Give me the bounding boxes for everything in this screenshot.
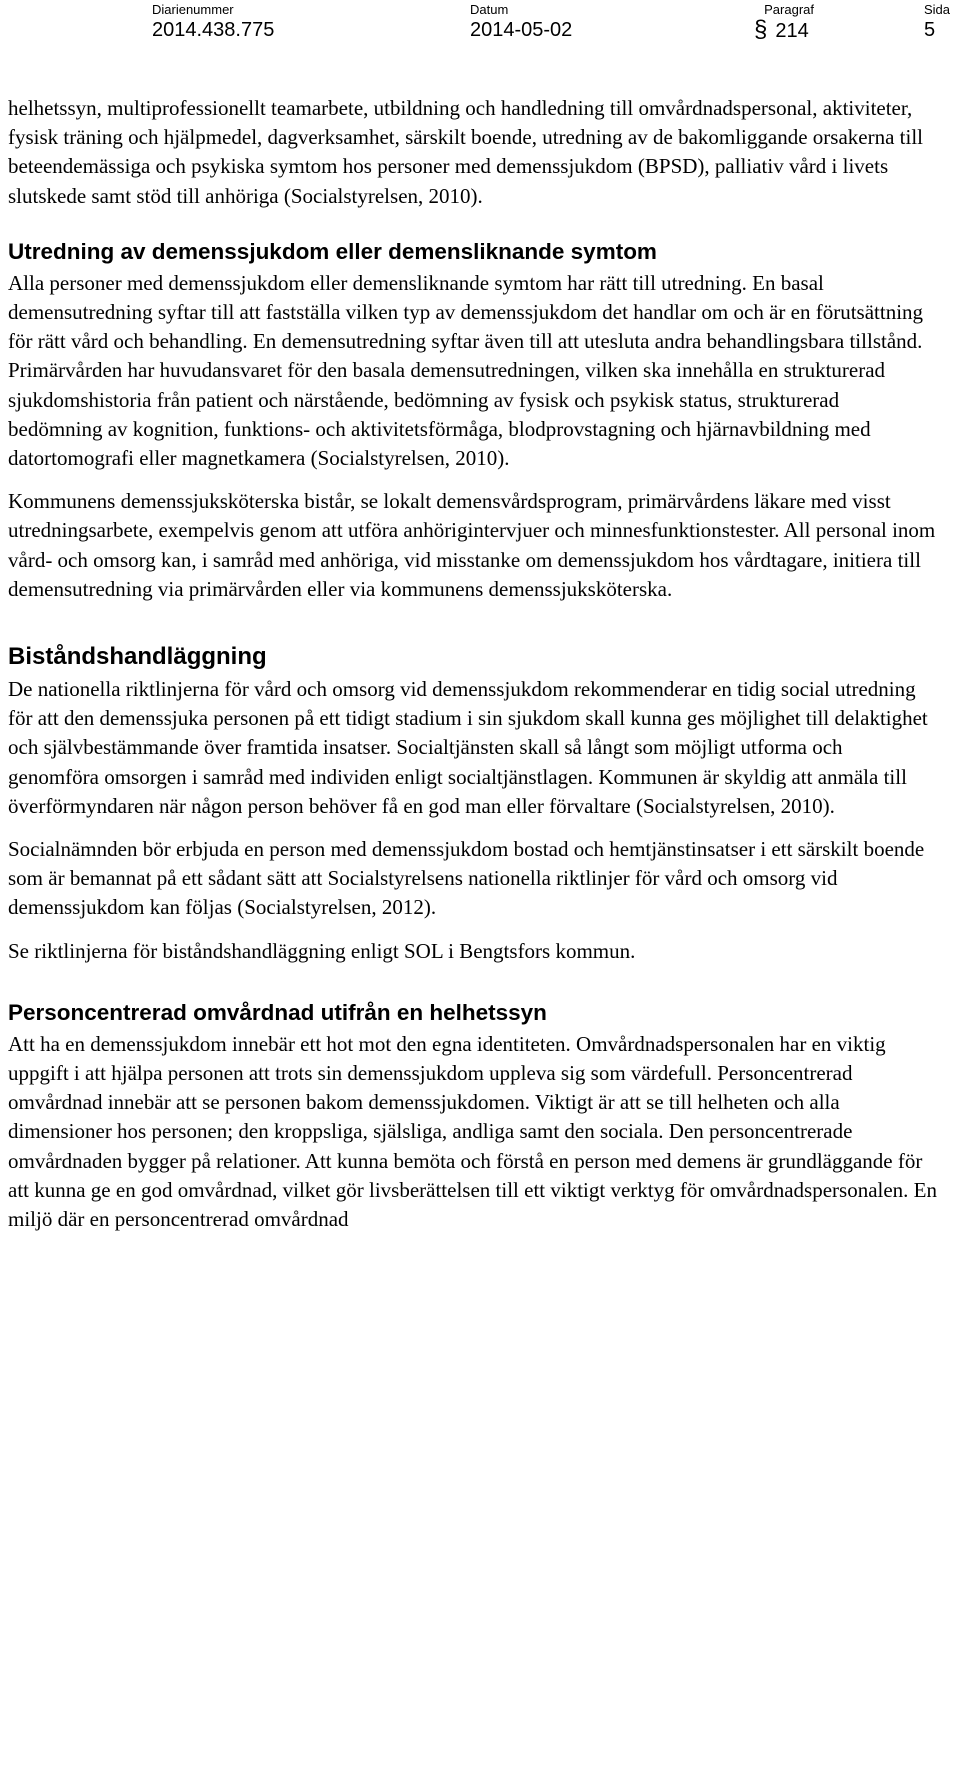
diarienummer-value: 2014.438.775 bbox=[152, 19, 275, 41]
diarienummer-field bbox=[152, 2, 274, 42]
document-body bbox=[8, 94, 938, 1234]
riktlinjer-paragraph: Se riktlinjerna för biståndshandläggning enligt SOL i Bengtsfors kommun. bbox=[8, 938, 636, 963]
datum-field bbox=[470, 2, 572, 42]
sida-field bbox=[924, 2, 950, 42]
diarienummer-label: Diarienummer bbox=[152, 2, 234, 17]
utredning-paragraph: Alla personer med demenssjukdom eller demensliknande symtom har rätt till utredning. En basal demensutredning syftar till att fastställa vilken typ av demenssjukdom det handlar om och är en förutsättning för rätt vård och behandling. En demensutredning syftar även till att utesluta andra behandlingsbara tillstånd. Primärvården har huvudansvaret för den basala demensutredningen, vilken ska innehålla en strukturerad sjukdomshistoria från patient och närstående, bedömning av fysisk och psykisk status, strukturerad bedömning av kognition, funktions- och aktivitetsförmåga, blodprovstagning och hjärnavbildning med datortomografi eller magnetkamera (Socialstyrelsen, 2010). bbox=[8, 270, 924, 471]
document-header bbox=[0, 0, 960, 50]
paragraf-value: 214 bbox=[775, 20, 809, 42]
intro-paragraph: helhetssyn, multiprofessionellt teamarbete, utbildning och handledning till omvårdnadspersonal, aktiviteter, fysisk träning och hjälpmedel, dagverksamhet, särskilt boende, utredning av de bakomliggande orsakerna till beteendemässiga och psykiska symtom hos personer med demenssjukdom (BPSD), palliativ vård i livets slutskede samt stöd till anhöriga (Socialstyrelsen, 2010). bbox=[8, 96, 923, 208]
paragraf-field bbox=[702, 2, 814, 43]
heading-bistandshandlaggning: Biståndshandläggning bbox=[8, 643, 267, 671]
socialnamnden-paragraph: Socialnämnden bör erbjuda en person med demenssjukdom bostad och hemtjänstinsatser i ett särskilt boende som är bemannat på ett sådant sätt att Socialstyrelsens nationella riktlinjer för vård och omsorg vid demenssjukdom kan följas (Socialstyrelsen, 2012). bbox=[8, 837, 925, 920]
sida-label: Sida bbox=[924, 2, 951, 17]
sida-value: 5 bbox=[924, 19, 936, 41]
paragraf-label: Paragraf bbox=[764, 2, 814, 17]
bistand-paragraph: De nationella riktlinjerna för vård och omsorg vid demenssjukdom rekommenderar en tidig social utredning för att den demenssjuka personen på ett tidigt stadium i sin sjukdom skall kunna ges möjlighet till delaktighet och självbestämmande över framtida insatser. Socialtjänsten skall så långt som möjligt utforma och genomföra omsorgen i samråd med individen enligt socialtjänstlagen. Kommunen är skyldig att anmäla till överförmyndaren när någon person behöver få en god man eller förvaltare (Socialstyrelsen, 2010). bbox=[8, 677, 928, 818]
kommunens-paragraph: Kommunens demenssjuksköterska bistår, se lokalt demensvårdsprogram, primärvårdens läkare med visst utredningsarbete, exempelvis genom att utföra anhörigintervjuer och minnesfunktionstester. All personal inom vård- och omsorg kan, i samråd med anhöriga, vid misstanke om demenssjukdom hos vårdtagare, initiera till demensutredning via primärvården eller via kommunens demenssjuksköterska. bbox=[8, 489, 936, 601]
datum-label: Datum bbox=[470, 2, 509, 17]
heading-personcentrerad: Personcentrerad omvårdnad utifrån en helhetssyn bbox=[8, 999, 547, 1025]
datum-value: 2014-05-02 bbox=[470, 19, 573, 41]
personcentrerad-paragraph: Att ha en demenssjukdom innebär ett hot mot den egna identiteten. Omvårdnadspersonalen har en viktig uppgift i att hjälpa personen att trots sin demenssjukdom uppleva sig som värdefull. Personcentrerad omvårdnad innebär att se personen bakom demenssjukdomen. Viktigt är att se till helheten och alla dimensioner hos personen; den kroppsliga, själsliga, andliga samt den sociala. Den personcentrerade omvårdnaden bygger på relationer. Att kunna bemöta och förstå en person med demens är grundläggande för att kunna ge en god omvårdnad, vilket gör livsberättelsen till ett viktigt verktyg för omvårdnadspersonalen. En miljö där en personcentrerad omvårdnad bbox=[8, 1031, 938, 1232]
section-sign: § bbox=[754, 16, 768, 43]
heading-utredning: Utredning av demenssjukdom eller demensliknande symtom bbox=[8, 238, 657, 264]
